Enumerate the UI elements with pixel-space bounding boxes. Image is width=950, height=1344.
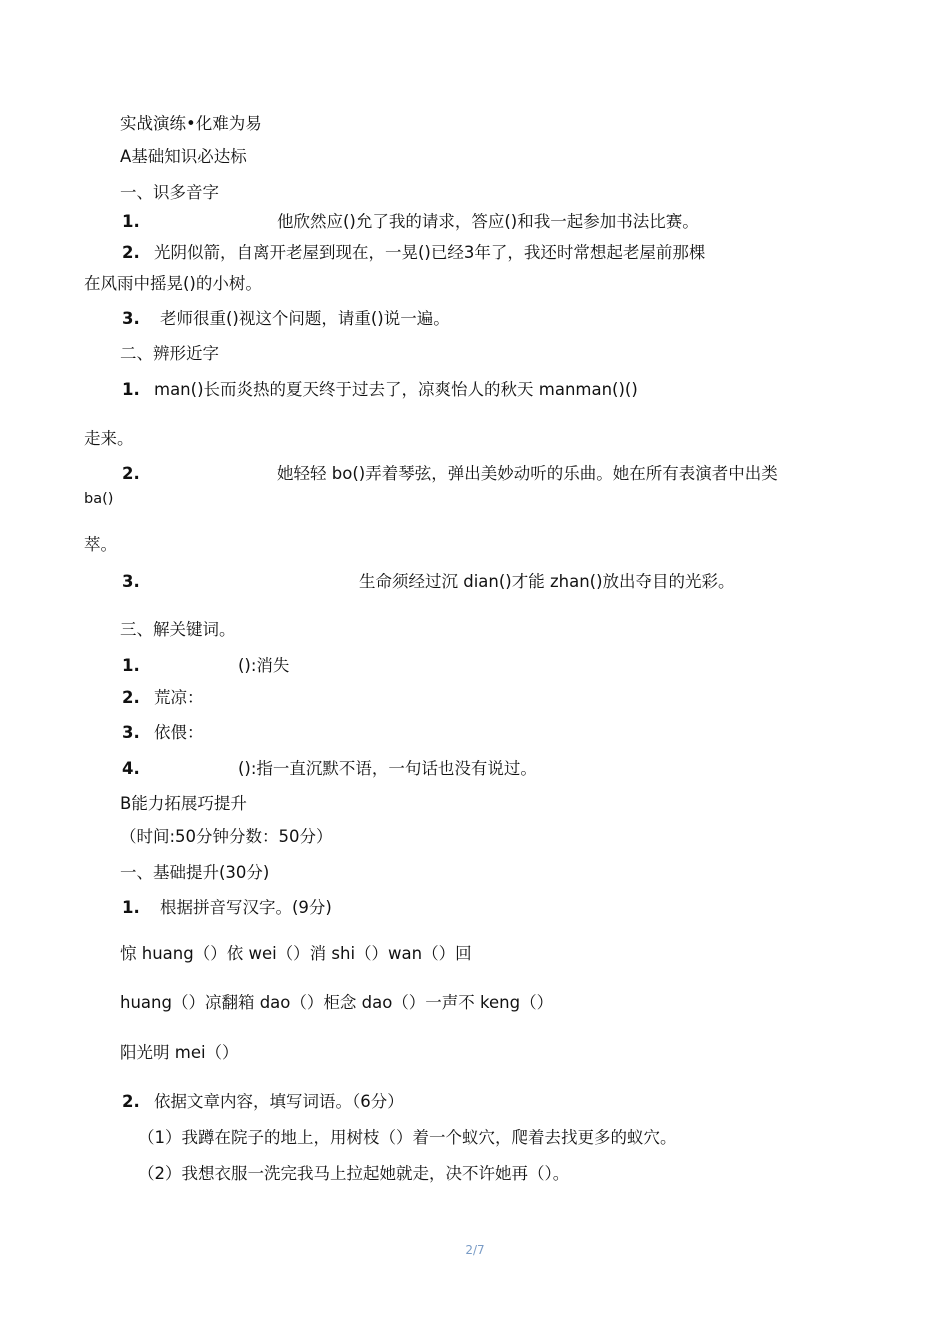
part3-q3-number: 3. [122,723,140,742]
b-part1-q2-sub2: （2）我想衣服一洗完我马上拉起她就走，决不许她再（）。 [138,1164,570,1183]
b-part1-q2-text: 依据文章内容，填写词语。（6分） [154,1092,404,1111]
section-a-heading: A基础知识必达标 [120,147,247,166]
part3-q2-text: 荒凉： [154,688,204,707]
section-b-heading: B能力拓展巧提升 [120,794,247,813]
part1-q2-number: 2. [122,243,140,262]
part2-q1-text: man()长而炎热的夏天终于过去了，凉爽怡人的秋天 manman()() [154,380,638,399]
part3-q1-text: ():消失 [238,656,290,675]
page-number: 2/7 [465,1243,485,1257]
pinyin-row-1: 惊 huang（）依 wei（）消 shi（）wan（）回 [120,944,472,963]
part3-q4-text: ():指一直沉默不语，一句话也没有说过。 [238,759,537,778]
part3-q2-number: 2. [122,688,140,707]
part2-heading: 二、辨形近字 [120,344,219,363]
time-info: （时间:50分钟分数：50分） [120,827,333,846]
b-part1-q1-number: 1. [122,898,140,917]
part3-q4-number: 4. [122,759,140,778]
part1-q3-text: 老师很重()视这个问题，请重()说一遍。 [160,309,450,328]
part2-q3-number: 3. [122,572,140,591]
part1-q2-continuation: 在风雨中摇晃()的小树。 [84,274,262,293]
part2-q2-text: 她轻轻 bo()弄着琴弦，弹出美妙动听的乐曲。她在所有表演者中出类 [277,464,778,483]
b-part1-heading: 一、基础提升(30分) [120,863,270,882]
part2-q2-number: 2. [122,464,140,483]
pinyin-row-3: 阳光明 mei（） [120,1043,239,1062]
pinyin-row-2: huang（）凉翻箱 dao（）柜念 dao（）一声不 keng（） [120,993,554,1012]
part2-q1-continuation: 走来。 [84,429,134,448]
part1-q1-text: 他欣然应()允了我的请求，答应()和我一起参加书法比赛。 [277,212,699,231]
part3-q1-number: 1. [122,656,140,675]
part3-q3-text: 依偎： [154,723,204,742]
part2-q2-continuation: 萃。 [84,535,117,554]
b-part1-q2-sub1: （1）我蹲在院子的地上，用树枝（）着一个蚁穴，爬着去找更多的蚁穴。 [138,1128,677,1147]
part1-q1-number: 1. [122,212,140,231]
part1-q2-text: 光阴似箭，自离开老屋到现在，一晃()已经3年了，我还时常想起老屋前那棵 [154,243,706,262]
part1-heading: 一、识多音字 [120,183,219,202]
b-part1-q2-number: 2. [122,1092,140,1111]
part2-q3-text: 生命须经过沉 dian()才能 zhan()放出夺目的光彩。 [359,572,735,591]
part2-q2-continuation-pinyin: ba() [84,491,114,507]
part1-q3-number: 3. [122,309,140,328]
page-title: 实战演练•化难为易 [120,114,262,133]
part3-heading: 三、解关键词。 [120,620,236,639]
part2-q1-number: 1. [122,380,140,399]
b-part1-q1-text: 根据拼音写汉字。(9分) [160,898,332,917]
